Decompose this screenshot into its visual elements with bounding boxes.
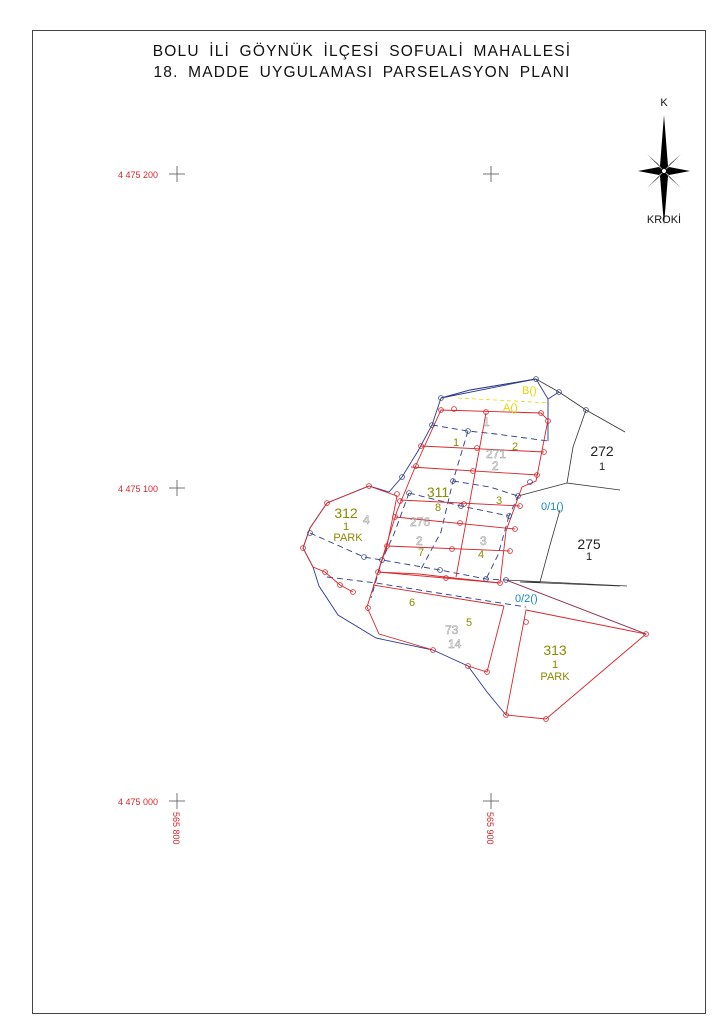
lot-number-6: 6 [409,597,416,609]
block-311-parcel: 8 [434,502,442,514]
old-label-276-parcel: 2 [416,534,423,548]
easting-label-800: 565 800 [171,812,181,845]
old-label-276: 276 [410,515,431,529]
lot-number-4: 4 [478,549,485,561]
old-label-73: 73 [445,623,459,637]
road-label-0-1: 0/1() [541,501,564,513]
block-312: 312 [334,505,358,521]
northing-label-100: 4 475 100 [117,484,158,494]
map-title-line1: BOLU İLİ GÖYNÜK İLÇESİ SOFUALİ MAHALLESİ [152,43,572,60]
northing-label-000: 4 475 000 [117,797,158,807]
lot-number-3: 3 [496,495,503,507]
lot-number-2: 2 [512,441,519,453]
block-312-parcel: 1 [342,521,350,533]
grid-crosses [169,166,499,809]
road-label-0-2: 0/2() [515,593,538,605]
kroki-label: KROKİ [646,214,682,226]
block-311: 311 [426,484,450,500]
easting-label-900: 565 900 [485,812,495,845]
north-arrow-icon [638,115,690,225]
old-label-1: 1 [483,415,490,429]
block-272-parcel: 1 [598,461,606,473]
lot-number-1: 1 [453,437,460,449]
block-312-use: PARK [333,532,363,544]
block-275: 275 [577,536,601,552]
old-label-4: 4 [363,513,370,527]
north-label: K [660,97,668,109]
block-272: 272 [590,443,614,459]
lot-number-5: 5 [466,617,473,629]
block-313: 313 [543,642,567,658]
block-313-parcel: 1 [551,659,559,671]
road-label-a: A() [503,402,518,414]
road-label-b: B() [522,385,537,397]
lot-number-7: 7 [418,547,425,559]
old-vertices [308,377,589,583]
block-275-parcel: 1 [585,551,593,563]
map-title-line2: 18. MADDE UYGULAMASI PARSELASYON PLANI [153,64,571,81]
old-label-14: 14 [448,637,462,651]
northing-label-200: 4 475 200 [117,170,158,180]
old-label-3: 3 [480,534,487,548]
neighbour-boundaries [441,379,627,586]
old-cadastral-lines [303,379,559,715]
old-label-271: 271 [486,447,507,461]
old-label-271-parcel: 2 [492,459,499,473]
block-313-use: PARK [540,671,570,683]
